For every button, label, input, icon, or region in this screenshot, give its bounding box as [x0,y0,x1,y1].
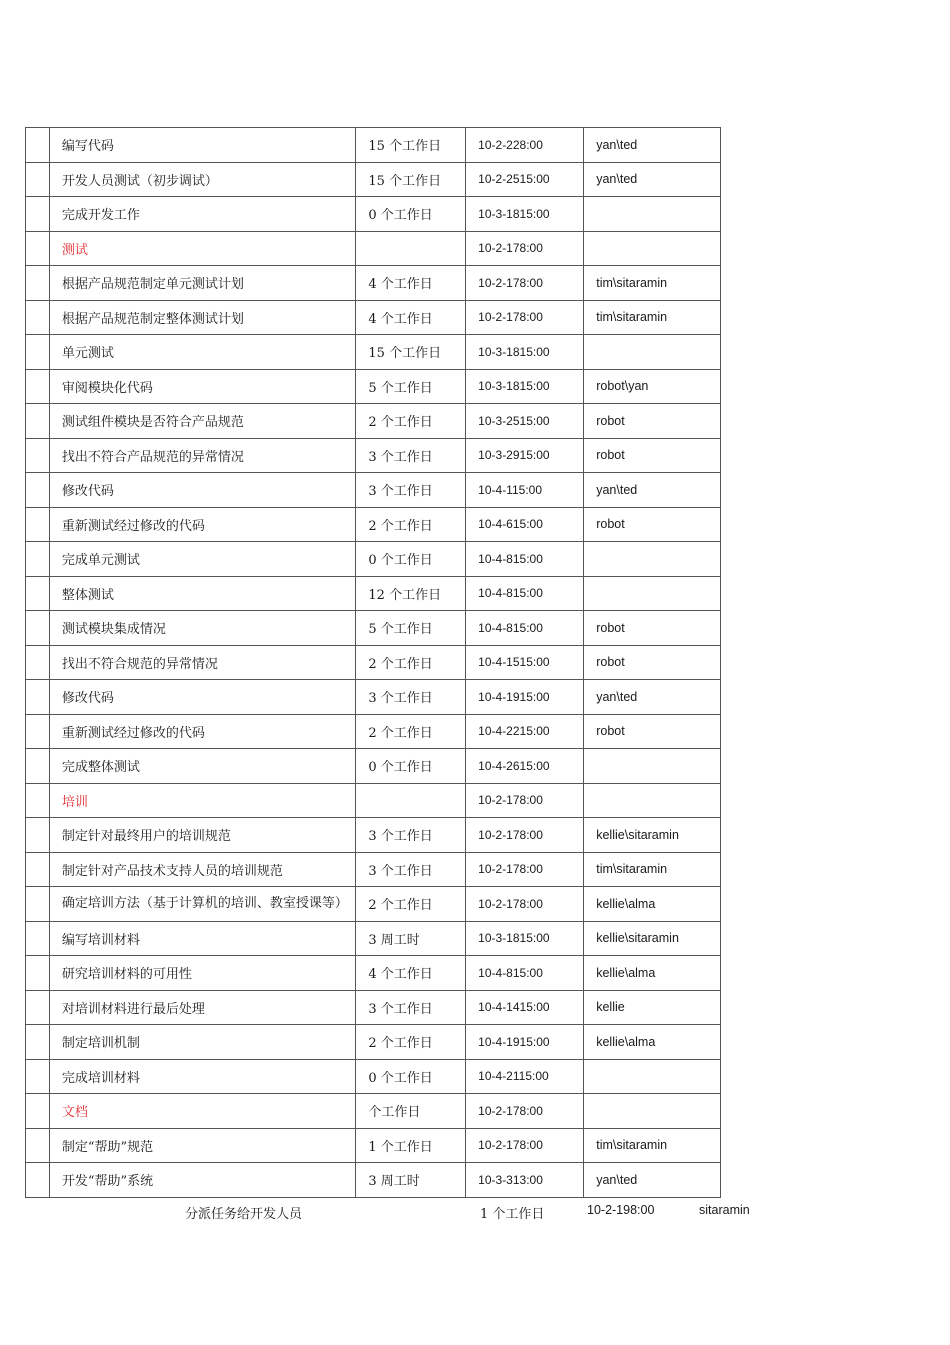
row-indicator-cell [26,783,50,818]
tail-task: 分派任务给开发人员 [185,1207,303,1222]
table-row [26,680,721,715]
start-date-cell: 10-2-178:00 [466,783,584,818]
resource-cell: robot\yan [584,369,721,404]
start-date-cell: 10-4-1515:00 [466,645,584,680]
row-indicator-cell [26,714,50,749]
duration-cell: 2 个工作日 [356,1025,466,1060]
row-indicator-cell [26,645,50,680]
task-name-cell: 根据产品规范制定单元测试计划 [49,266,356,301]
table-row [26,1025,721,1060]
start-date-cell: 10-2-178:00 [466,1094,584,1129]
start-date-cell: 10-2-178:00 [466,852,584,887]
resource-cell [584,576,721,611]
start-date-cell: 10-4-2615:00 [466,749,584,784]
start-date-cell: 10-2-178:00 [466,1128,584,1163]
start-date-cell: 10-3-1815:00 [466,921,584,956]
task-name-cell: 编写代码 [49,128,356,163]
task-name-cell: 找出不符合规范的异常情况 [49,645,356,680]
row-indicator-cell [26,300,50,335]
resource-cell [584,335,721,370]
task-name-cell: 测试 [49,231,356,266]
row-indicator-cell [26,576,50,611]
resource-cell: robot [584,404,721,439]
duration-cell: 2 个工作日 [356,404,466,439]
task-name-cell: 重新测试经过修改的代码 [49,507,356,542]
task-name-cell: 制定针对最终用户的培训规范 [49,818,356,853]
row-indicator-cell [26,1163,50,1198]
start-date-cell: 10-4-615:00 [466,507,584,542]
task-name-cell: 确定培训方法（基于计算机的培训、教室授课等） [49,887,356,922]
table-row [26,507,721,542]
start-date-cell: 10-4-2115:00 [466,1059,584,1094]
resource-cell: yan\ted [584,473,721,508]
resource-cell: robot [584,507,721,542]
table-row [26,749,721,784]
start-date-cell: 10-4-815:00 [466,611,584,646]
start-date-cell: 10-3-2515:00 [466,404,584,439]
row-indicator-cell [26,887,50,922]
table-row [26,921,721,956]
task-name-cell: 培训 [49,783,356,818]
resource-cell [584,231,721,266]
resource-cell [584,1059,721,1094]
table-row [26,197,721,232]
tail-resource: sitaramin [699,1203,750,1217]
duration-cell: 3 周工时 [356,1163,466,1198]
task-table [25,127,721,1198]
start-date-cell: 10-2-178:00 [466,300,584,335]
table-row [26,438,721,473]
table-row [26,128,721,163]
start-date-cell: 10-4-815:00 [466,542,584,577]
row-indicator-cell [26,852,50,887]
duration-cell: 12 个工作日 [356,576,466,611]
start-date-cell: 10-3-313:00 [466,1163,584,1198]
table-row [26,818,721,853]
table-row [26,852,721,887]
duration-cell: 2 个工作日 [356,887,466,922]
task-name-cell: 完成开发工作 [49,197,356,232]
duration-cell: 3 个工作日 [356,680,466,715]
start-date-cell: 10-4-1915:00 [466,680,584,715]
task-name-cell: 根据产品规范制定整体测试计划 [49,300,356,335]
duration-cell: 0 个工作日 [356,1059,466,1094]
row-indicator-cell [26,197,50,232]
resource-cell: kellie\sitaramin [584,921,721,956]
row-indicator-cell [26,542,50,577]
task-name-cell: 文档 [49,1094,356,1129]
task-name-cell: 测试组件模块是否符合产品规范 [49,404,356,439]
start-date-cell: 10-2-228:00 [466,128,584,163]
task-name-cell: 完成单元测试 [49,542,356,577]
duration-cell: 2 个工作日 [356,645,466,680]
row-indicator-cell [26,128,50,163]
start-date-cell: 10-3-1815:00 [466,197,584,232]
table-row [26,231,721,266]
table-row [26,369,721,404]
row-indicator-cell [26,956,50,991]
table-row [26,300,721,335]
table-row [26,1094,721,1129]
row-indicator-cell [26,438,50,473]
table-row [26,542,721,577]
duration-cell: 15 个工作日 [356,162,466,197]
task-table-body [26,128,721,1198]
row-indicator-cell [26,507,50,542]
row-indicator-cell [26,611,50,646]
resource-cell: yan\ted [584,162,721,197]
resource-cell [584,197,721,232]
row-indicator-cell [26,231,50,266]
table-row [26,266,721,301]
duration-cell: 5 个工作日 [356,369,466,404]
resource-cell: kellie [584,990,721,1025]
start-date-cell: 10-2-178:00 [466,818,584,853]
row-indicator-cell [26,818,50,853]
duration-cell: 4 个工作日 [356,300,466,335]
duration-cell: 0 个工作日 [356,749,466,784]
table-row [26,956,721,991]
row-indicator-cell [26,921,50,956]
duration-cell: 1 个工作日 [356,1128,466,1163]
table-row [26,162,721,197]
start-date-cell: 10-2-178:00 [466,231,584,266]
duration-cell: 3 周工时 [356,921,466,956]
start-date-cell: 10-2-178:00 [466,266,584,301]
tail-duration: 1 个工作日 [480,1207,545,1222]
task-name-cell: 开发人员测试（初步调试） [49,162,356,197]
tail-start: 10-2-198:00 [587,1203,655,1217]
table-row [26,1163,721,1198]
start-date-cell: 10-4-1415:00 [466,990,584,1025]
task-name-cell: 测试模块集成情况 [49,611,356,646]
table-row [26,404,721,439]
start-date-cell: 10-2-178:00 [466,887,584,922]
duration-cell: 4 个工作日 [356,266,466,301]
task-name-cell: 编写培训材料 [49,921,356,956]
resource-cell [584,542,721,577]
resource-cell: tim\sitaramin [584,1128,721,1163]
task-name-cell: 修改代码 [49,680,356,715]
resource-cell: kellie\sitaramin [584,818,721,853]
table-row [26,473,721,508]
start-date-cell: 10-3-2915:00 [466,438,584,473]
task-name-cell: 审阅模块化代码 [49,369,356,404]
resource-cell: robot [584,714,721,749]
duration-cell: 0 个工作日 [356,542,466,577]
resource-cell: yan\ted [584,128,721,163]
resource-cell: yan\ted [584,1163,721,1198]
row-indicator-cell [26,1128,50,1163]
task-name-cell: 开发“帮助”系统 [49,1163,356,1198]
row-indicator-cell [26,473,50,508]
row-indicator-cell [26,749,50,784]
task-name-cell: 完成培训材料 [49,1059,356,1094]
duration-cell [356,231,466,266]
duration-cell: 个工作日 [356,1094,466,1129]
task-name-cell: 整体测试 [49,576,356,611]
resource-cell: robot [584,611,721,646]
resource-cell: tim\sitaramin [584,300,721,335]
duration-cell: 15 个工作日 [356,335,466,370]
duration-cell: 3 个工作日 [356,990,466,1025]
start-date-cell: 10-2-2515:00 [466,162,584,197]
start-date-cell: 10-3-1815:00 [466,369,584,404]
resource-cell [584,749,721,784]
start-date-cell: 10-4-2215:00 [466,714,584,749]
row-indicator-cell [26,1059,50,1094]
start-date-cell: 10-4-815:00 [466,576,584,611]
row-indicator-cell [26,162,50,197]
duration-cell: 0 个工作日 [356,197,466,232]
duration-cell: 3 个工作日 [356,818,466,853]
row-indicator-cell [26,369,50,404]
duration-cell: 2 个工作日 [356,507,466,542]
task-name-cell: 制定培训机制 [49,1025,356,1060]
duration-cell: 2 个工作日 [356,714,466,749]
table-row [26,611,721,646]
table-row [26,783,721,818]
duration-cell [356,783,466,818]
resource-cell: kellie\alma [584,887,721,922]
row-indicator-cell [26,335,50,370]
duration-cell: 3 个工作日 [356,852,466,887]
task-name-cell: 对培训材料进行最后处理 [49,990,356,1025]
row-indicator-cell [26,266,50,301]
table-row [26,645,721,680]
resource-cell: tim\sitaramin [584,266,721,301]
resource-cell: kellie\alma [584,1025,721,1060]
row-indicator-cell [26,680,50,715]
task-name-cell: 找出不符合产品规范的异常情况 [49,438,356,473]
start-date-cell: 10-4-815:00 [466,956,584,991]
task-name-cell: 制定“帮助”规范 [49,1128,356,1163]
resource-cell: robot [584,438,721,473]
table-row [26,887,721,922]
resource-cell [584,1094,721,1129]
table-row [26,990,721,1025]
task-name-cell: 完成整体测试 [49,749,356,784]
task-name-cell: 修改代码 [49,473,356,508]
task-name-cell: 制定针对产品技术支持人员的培训规范 [49,852,356,887]
duration-cell: 3 个工作日 [356,438,466,473]
table-row [26,714,721,749]
duration-cell: 3 个工作日 [356,473,466,508]
table-row [26,576,721,611]
resource-cell: tim\sitaramin [584,852,721,887]
start-date-cell: 10-3-1815:00 [466,335,584,370]
resource-cell: yan\ted [584,680,721,715]
start-date-cell: 10-4-115:00 [466,473,584,508]
table-row [26,1128,721,1163]
row-indicator-cell [26,404,50,439]
row-indicator-cell [26,990,50,1025]
duration-cell: 5 个工作日 [356,611,466,646]
duration-cell: 15 个工作日 [356,128,466,163]
row-indicator-cell [26,1094,50,1129]
table-row [26,335,721,370]
task-name-cell: 研究培训材料的可用性 [49,956,356,991]
task-name-cell: 单元测试 [49,335,356,370]
start-date-cell: 10-4-1915:00 [466,1025,584,1060]
resource-cell: kellie\alma [584,956,721,991]
table-row [26,1059,721,1094]
resource-cell: robot [584,645,721,680]
row-indicator-cell [26,1025,50,1060]
duration-cell: 4 个工作日 [356,956,466,991]
task-name-cell: 重新测试经过修改的代码 [49,714,356,749]
resource-cell [584,783,721,818]
